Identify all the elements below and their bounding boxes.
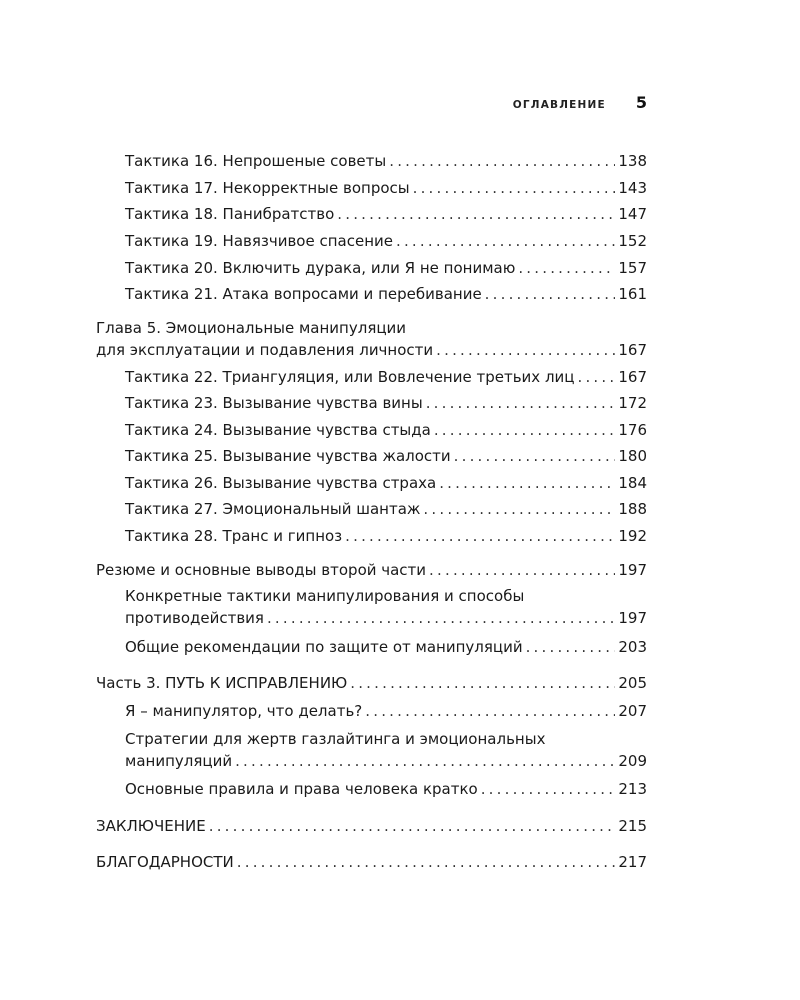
toc-entry-acknowledgements[interactable] bbox=[96, 851, 647, 873]
toc-entry-page: 205 bbox=[618, 674, 647, 692]
toc-entry-page: 184 bbox=[618, 474, 647, 492]
toc-entry-tactic-17[interactable] bbox=[125, 177, 647, 199]
dot-leader bbox=[267, 607, 615, 629]
toc-entry-title-line1: Конкретные тактики манипулирования и способы bbox=[125, 587, 525, 605]
toc-entry-tactic-23[interactable] bbox=[125, 392, 647, 414]
toc-entry-page: 217 bbox=[618, 853, 647, 871]
dot-leader bbox=[396, 230, 615, 252]
toc-entry-general-recommendations[interactable] bbox=[125, 636, 647, 658]
dot-leader bbox=[337, 203, 615, 225]
dot-leader bbox=[429, 559, 615, 581]
dot-leader bbox=[434, 419, 616, 441]
dot-leader bbox=[481, 778, 616, 800]
toc-entry-page: 167 bbox=[618, 341, 647, 359]
toc-entry-page: 192 bbox=[618, 527, 647, 545]
toc-entry-title: Тактика 20. Включить дурака, или Я не понимаю bbox=[125, 259, 516, 277]
toc-entry-page: 138 bbox=[618, 152, 647, 170]
toc-entry-page: 161 bbox=[618, 285, 647, 303]
dot-leader bbox=[345, 525, 615, 547]
toc-entry-page: 209 bbox=[618, 752, 647, 770]
dot-leader bbox=[209, 815, 616, 837]
toc-entry-tactic-19[interactable] bbox=[125, 230, 647, 252]
toc-entry-title: Резюме и основные выводы второй части bbox=[96, 561, 427, 579]
toc-entry-title: Основные правила и права человека кратко bbox=[125, 780, 478, 798]
toc-entry-basic-rules[interactable] bbox=[125, 778, 647, 800]
dot-leader bbox=[426, 392, 616, 414]
toc-entry-page: 197 bbox=[618, 561, 647, 579]
toc-entry-tactic-21[interactable] bbox=[125, 283, 647, 305]
toc-entry-title: Тактика 25. Вызывание чувства жалости bbox=[125, 447, 451, 465]
toc-entry-page: 172 bbox=[618, 394, 647, 412]
dot-leader bbox=[389, 150, 615, 172]
toc-entry-page: 215 bbox=[618, 817, 647, 835]
toc-entry-page: 180 bbox=[618, 447, 647, 465]
toc-entry-strategies-for-victims[interactable] bbox=[125, 728, 647, 772]
toc-entry-page: 176 bbox=[618, 421, 647, 439]
toc-entry-page: 143 bbox=[618, 179, 647, 197]
dot-leader bbox=[578, 366, 616, 388]
toc-entry-page: 152 bbox=[618, 232, 647, 250]
dot-leader bbox=[485, 283, 616, 305]
toc-entry-title: БЛАГОДАРНОСТИ bbox=[96, 853, 234, 871]
toc-entry-title: Тактика 24. Вызывание чувства стыда bbox=[125, 421, 431, 439]
toc-entry-tactic-24[interactable] bbox=[125, 419, 647, 441]
toc-entry-title: Я – манипулятор, что делать? bbox=[125, 702, 363, 720]
dot-leader bbox=[350, 672, 615, 694]
toc-entry-title: Тактика 27. Эмоциональный шантаж bbox=[125, 500, 421, 518]
toc-entry-title: Тактика 21. Атака вопросами и перебивание bbox=[125, 285, 482, 303]
toc-entry-title: Тактика 22. Триангуляция, или Вовлечение третьих лиц bbox=[125, 368, 575, 386]
dot-leader bbox=[436, 339, 615, 361]
toc-entry-chapter-5[interactable] bbox=[96, 317, 647, 361]
toc-entry-title: манипуляций bbox=[125, 752, 233, 770]
toc-entry-title: для эксплуатации и подавления личности bbox=[96, 341, 434, 359]
toc-entry-tactic-22[interactable] bbox=[125, 366, 647, 388]
toc-entry-page: 157 bbox=[618, 259, 647, 277]
toc-entry-tactic-20[interactable] bbox=[125, 257, 647, 279]
toc-entry-title: Тактика 26. Вызывание чувства страха bbox=[125, 474, 437, 492]
toc-entry-title: Тактика 16. Непрошеные советы bbox=[125, 152, 387, 170]
toc-entry-tactic-25[interactable] bbox=[125, 445, 647, 467]
toc-entry-title: Общие рекомендации по защите от манипуляций bbox=[125, 638, 523, 656]
dot-leader bbox=[518, 257, 615, 279]
toc-entry-page: 197 bbox=[618, 609, 647, 627]
dot-leader bbox=[365, 700, 615, 722]
toc-entry-title: Тактика 28. Транс и гипноз bbox=[125, 527, 343, 545]
toc-entry-title-line1: Стратегии для жертв газлайтинга и эмоциональных bbox=[125, 730, 546, 748]
toc-entry-part-3[interactable] bbox=[96, 672, 647, 694]
dot-leader bbox=[413, 177, 616, 199]
dot-leader bbox=[423, 498, 615, 520]
toc-entry-conclusion[interactable] bbox=[96, 815, 647, 837]
toc-entry-title: Тактика 23. Вызывание чувства вины bbox=[125, 394, 423, 412]
toc-entry-tactic-26[interactable] bbox=[125, 472, 647, 494]
dot-leader bbox=[526, 636, 616, 658]
toc-entry-title: ЗАКЛЮЧЕНИЕ bbox=[96, 817, 206, 835]
toc-entry-page: 147 bbox=[618, 205, 647, 223]
dot-leader bbox=[235, 750, 615, 772]
toc-entry-title: Тактика 17. Некорректные вопросы bbox=[125, 179, 410, 197]
dot-leader bbox=[237, 851, 616, 873]
toc-entry-title: Тактика 18. Панибратство bbox=[125, 205, 335, 223]
dot-leader bbox=[454, 445, 616, 467]
toc-entry-page: 207 bbox=[618, 702, 647, 720]
toc-entry-tactic-27[interactable] bbox=[125, 498, 647, 520]
toc-entry-title: Тактика 19. Навязчивое спасение bbox=[125, 232, 393, 250]
toc-entry-tactic-28[interactable] bbox=[125, 525, 647, 547]
toc-entry-title: противодействия bbox=[125, 609, 264, 627]
toc-entry-page: 167 bbox=[618, 368, 647, 386]
toc-entry-i-am-manipulator[interactable] bbox=[125, 700, 647, 722]
toc-entry-tactic-18[interactable] bbox=[125, 203, 647, 225]
toc-entry-title: Часть 3. ПУТЬ К ИСПРАВЛЕНИЮ bbox=[96, 674, 348, 692]
dot-leader bbox=[439, 472, 615, 494]
toc-entry-page: 213 bbox=[618, 780, 647, 798]
page-number: 5 bbox=[635, 93, 647, 112]
section-title: ОГЛАВЛЕНИЕ bbox=[512, 99, 606, 111]
toc-entry-specific-tactics[interactable] bbox=[125, 585, 647, 629]
toc-entry-page: 188 bbox=[618, 500, 647, 518]
toc-entry-title-line1: Глава 5. Эмоциональные манипуляции bbox=[96, 319, 407, 337]
toc-entry-tactic-16[interactable] bbox=[125, 150, 647, 172]
running-header bbox=[96, 93, 647, 112]
toc-entry-page: 203 bbox=[618, 638, 647, 656]
toc-entry-summary-part-2[interactable] bbox=[96, 559, 647, 581]
